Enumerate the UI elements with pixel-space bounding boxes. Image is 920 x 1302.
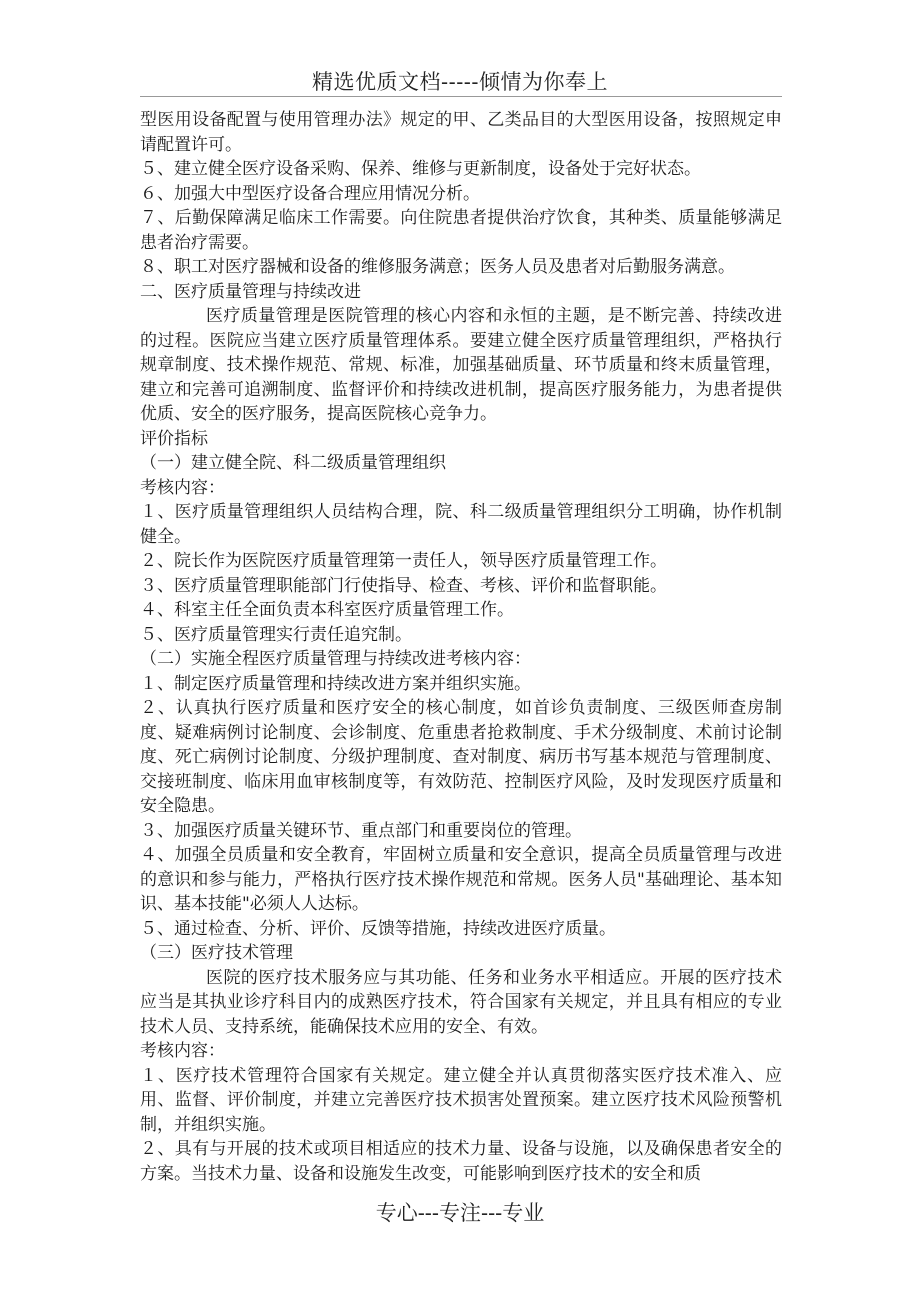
label: 考核内容： [140,477,225,498]
paragraph: 医院的医疗技术服务应与其功能、任务和业务水平相适应。开展的医疗技术应当是其执业诊疗科目内的成熟医疗技术，符合国家有关规定，并且具有相应的专业技术人员、支持系统，能确保技术应用的安全、有效。 [140,967,782,1037]
list-item: ５、医疗质量管理实行责任追究制。 [140,624,412,645]
subheading: （二）实施全程医疗质量管理与持续改进考核内容： [140,649,531,669]
page-header: 精选优质文档-----倾情为你奉上 [312,70,608,94]
paragraph: 型医用设备配置与使用管理办法》规定的甲、乙类品目的大型医用设备，按照规定申请配置许可。 [140,110,782,155]
subheading: 评价指标 [140,428,208,449]
paragraph: 医疗质量管理是医院管理的核心内容和永恒的主题，是不断完善、持续改进的过程。医院应当建立医疗质量管理体系。要建立健全医疗质量管理组织，严格执行规章制度、技术操作规范、常规、标准，加强基础质量、环节质量和终末质量管理，建立和完善可追溯制度、监督评价和持续改进机制，提高医疗服务能力，为患者提供优质、安全的医疗服务，提高医院核心竞争力。 [140,306,782,424]
list-item: １、制定医疗质量管理和持续改进方案并组织实施。 [140,673,531,694]
list-item: １、医疗质量管理组织人员结构合理，院、科二级质量管理组织分工明确，协作机制健全。 [140,502,782,547]
section-heading: 二、医疗质量管理与持续改进 [140,281,361,302]
list-item: ４、科室主任全面负责本科室医疗质量管理工作。 [140,600,514,620]
list-item: ５、通过检查、分析、评价、反馈等措施，持续改进医疗质量。 [140,918,616,939]
document-body [140,108,782,1186]
list-item: ４、加强全员质量和安全教育，牢固树立质量和安全意识，提高全员质量管理与改进的意识和参与能力，严格执行医疗技术操作规范和常规。医务人员"基础理论、基本知识、基本技能"必须人人达标。 [140,845,782,914]
label: 考核内容： [140,1041,225,1061]
list-item: ２、具有与开展的技术或项目相适应的技术力量、设备与设施，以及确保患者安全的方案。当技术力量、设备和设施发生改变，可能影响到医疗技术的安全和质 [140,1139,782,1184]
page-footer: 专心---专注---专业 [375,1201,545,1225]
list-item: ２、认真执行医疗质量和医疗安全的核心制度，如首诊负责制度、三级医师查房制度、疑难病例讨论制度、会诊制度、危重患者抢救制度、手术分级制度、术前讨论制度、死亡病例讨论制度、分级护理制度、查对制度、病历书写基本规范与管理制度、交接班制度、临床用血审核制度等，有效防范、控制医疗风险，及时发现医疗质量和安全隐患。 [140,698,782,816]
list-item: １、医疗技术管理符合国家有关规定。建立健全并认真贯彻落实医疗技术准入、应用、监督、评价制度，并建立完善医疗技术损害处置预案。建立医疗技术风险预警机制，并组织实施。 [140,1065,782,1135]
subheading: （三）医疗技术管理 [140,943,293,963]
list-item: ２、院长作为医院医疗质量管理第一责任人，领导医疗质量管理工作。 [140,551,667,571]
subheading: （一）建立健全院、科二级质量管理组织 [140,453,446,473]
header-divider [140,96,782,97]
list-item: ３、医疗质量管理职能部门行使指导、检查、考核、评价和监督职能。 [140,575,667,596]
list-item: ６、加强大中型医疗设备合理应用情况分析。 [140,183,480,204]
list-item: ７、后勤保障满足临床工作需要。向住院患者提供治疗饮食，其种类、质量能够满足患者治疗需要。 [140,208,782,253]
list-item: ５、建立健全医疗设备采购、保养、维修与更新制度，设备处于完好状态。 [140,159,701,179]
list-item: ３、加强医疗质量关键环节、重点部门和重要岗位的管理。 [140,820,582,841]
list-item: ８、职工对医疗器械和设备的维修服务满意；医务人员及患者对后勤服务满意。 [140,257,735,277]
